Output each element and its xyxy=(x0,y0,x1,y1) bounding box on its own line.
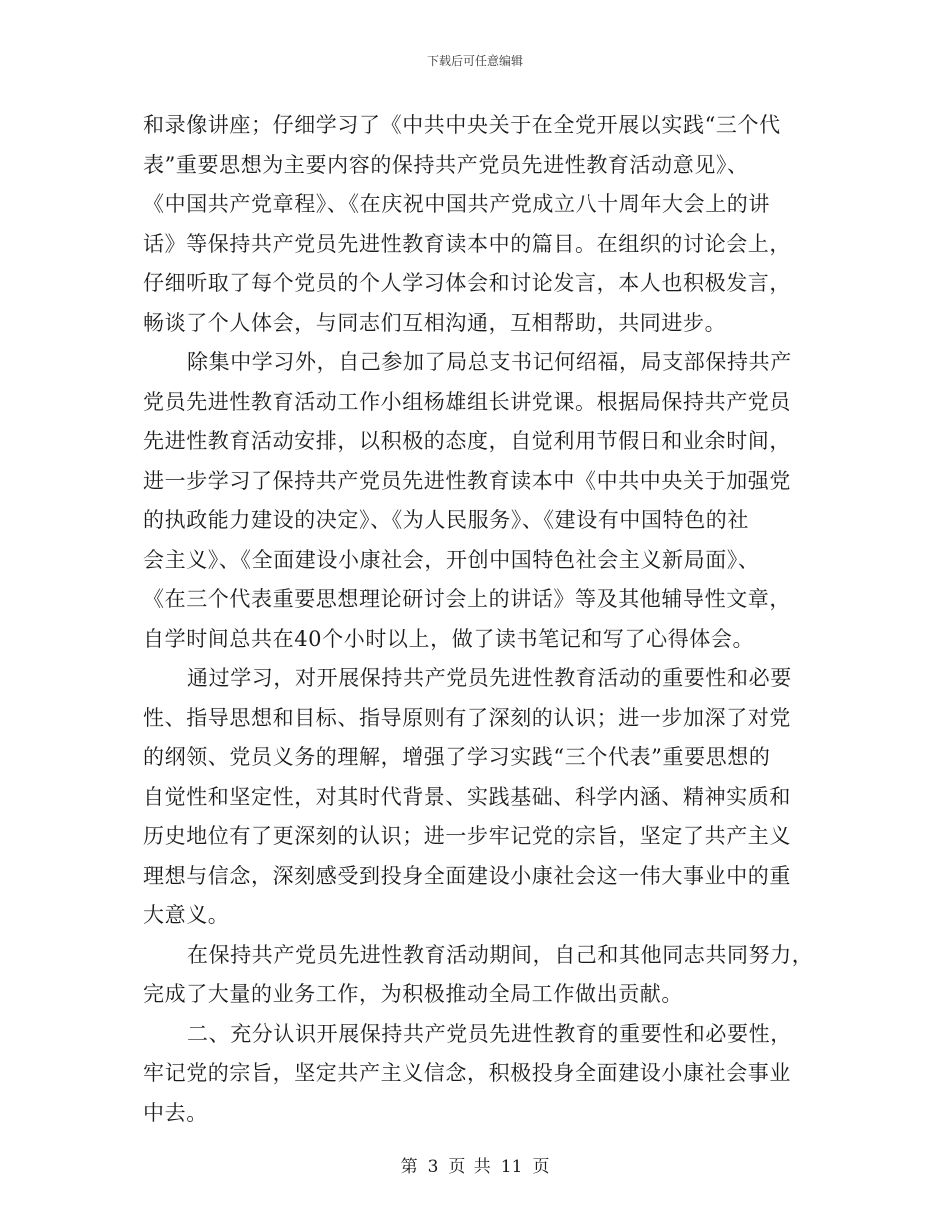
footer-prefix: 第 xyxy=(400,1157,418,1177)
text-line: 和录像讲座；仔细学习了《中共中央关于在全党开展以实践“三个代 xyxy=(143,113,781,137)
text-line: 畅谈了个人体会，与同志们互相沟通，互相帮助，共同进步。 xyxy=(143,310,727,335)
text-line: 自学时间总共在40个小时以上，做了读书笔记和写了心得体会。 xyxy=(143,626,755,651)
text-line: 完成了大量的业务工作，为积极推动全局工作做出贡献。 xyxy=(143,982,683,1006)
text-line: 先进性教育活动安排，以积极的态度，自觉利用节假日和业余时间， xyxy=(143,429,791,453)
header-note: 下载后可任意编辑 xyxy=(426,54,523,68)
text-line: 通过学习，对开展保持共产党员先进性教育活动的重要性和必要 xyxy=(187,666,792,690)
text-line: 进一步学习了保持共产党员先进性教育读本中《中共中央关于加强党 xyxy=(143,468,791,493)
text-line: 大意义。 xyxy=(143,903,230,927)
text-line: 牢记党的宗旨，坚定共产主义信念，积极投身全面建设小康社会事业 xyxy=(143,1061,791,1085)
text-line: 话》等保持共产党员先进性教育读本中的篇目。在组织的讨论会上， xyxy=(143,231,791,256)
text-line: 除集中学习外，自己参加了局总支书记何绍福，局支部保持共产 xyxy=(187,350,792,374)
text-line: 历史地位有了更深刻的认识；进一步牢记党的宗旨，坚定了共产主义 xyxy=(143,824,791,848)
text-line: 表”重要思想为主要内容的保持共产党员先进性教育活动意见》、 xyxy=(143,152,749,177)
text-line: 《中国共产党章程》、《在庆祝中国共产党成立八十周年大会上的讲 xyxy=(143,192,770,216)
text-line: 的执政能力建设的决定》、《为人民服务》、《建设有中国特色的社 xyxy=(143,508,749,532)
text-line: 会主义》、《全面建设小康社会，开创中国特色社会主义新局面》、 xyxy=(143,547,760,572)
page-footer xyxy=(0,1152,950,1177)
text-line: 党员先进性教育活动工作小组杨雄组长讲党课。根据局保持共产党员 xyxy=(143,389,791,414)
footer-current-page: 3 xyxy=(427,1157,439,1177)
text-line: 的纲领、党员义务的理解，增强了学习实践“三个代表”重要思想的 xyxy=(143,745,771,769)
text-line: 理想与信念，深刻感受到投身全面建设小康社会这一伟大事业中的重 xyxy=(143,863,791,888)
footer-suffix: 页 xyxy=(532,1157,550,1177)
text-line: 自觉性和坚定性，对其时代背景、实践基础、科学内涵、精神实质和 xyxy=(143,784,791,809)
text-line: 中去。 xyxy=(143,1100,208,1125)
footer-middle: 页 共 xyxy=(448,1157,491,1177)
footer-total-pages: 11 xyxy=(500,1157,523,1177)
text-line: 在保持共产党员先进性教育活动期间，自己和其他同志共同努力， xyxy=(187,942,814,967)
text-line: 性、指导思想和目标、指导原则有了深刻的认识；进一步加深了对党 xyxy=(143,705,791,730)
document-body xyxy=(143,106,814,1133)
text-line: 二、充分认识开展保持共产党员先进性教育的重要性和必要性， xyxy=(187,1021,792,1046)
text-line: 仔细听取了每个党员的个人学习体会和讨论发言，本人也积极发言， xyxy=(143,271,791,295)
text-line: 《在三个代表重要思想理论研讨会上的讲话》等及其他辅导性文章， xyxy=(143,587,791,611)
